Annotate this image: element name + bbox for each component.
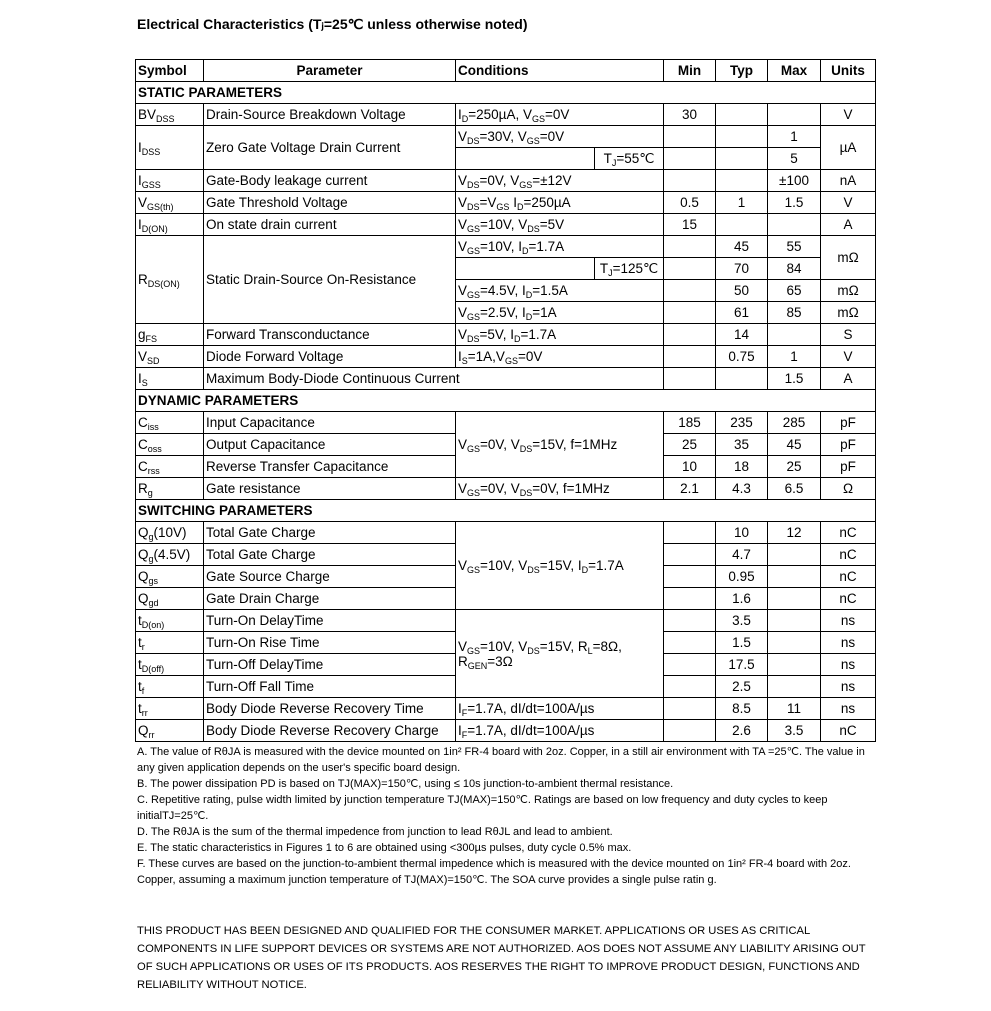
max: 85 (768, 302, 821, 324)
cond: $V_{DS}=30V$, $V_{GS}=0V$ (456, 126, 664, 148)
cond: $V_{GS}=2.5V$, $I_D=1A$ (456, 302, 664, 324)
cond: $I_D=250\mu A$, $V_{GS}=0V$ (456, 104, 664, 126)
symbol-qg10: $Q_g(10V)$ (136, 522, 204, 544)
units: A (821, 368, 876, 390)
cond: $V_{GS}=10V$, $V_{DS}=15V$, $R_L=8\Omega$, $R_{GEN}=3\Omega$ (456, 610, 664, 698)
page-title: Electrical Characteristics (Tⱼ=25℃ unless otherwise noted) (137, 16, 528, 32)
note-e: E. The static characteristics in Figures 1 to 6 are obtained using <300µs pulses, duty cycle 0.5% max. (137, 842, 632, 854)
table-row (136, 170, 876, 192)
units: V (821, 192, 876, 214)
param: Turn-On DelayTime (204, 610, 456, 632)
param: Total Gate Charge (204, 544, 456, 566)
typ: 35 (716, 434, 768, 456)
units: S (821, 324, 876, 346)
typ: 2.6 (716, 720, 768, 742)
symbol-tf: $t_f$ (136, 676, 204, 698)
param: Drain-Source Breakdown Voltage (204, 104, 456, 126)
param: Body Diode Reverse Recovery Charge (204, 720, 456, 742)
typ: 0.75 (716, 346, 768, 368)
units: ns (821, 632, 876, 654)
typ: 70 (716, 258, 768, 280)
max: 3.5 (768, 720, 821, 742)
units: mΩ (821, 302, 876, 324)
table-row (136, 412, 876, 434)
typ: 18 (716, 456, 768, 478)
cond-tj: $T_J=55℃$ (595, 148, 664, 170)
cond: $V_{DS}=V_{GS}$ $I_D=250\mu A$ (456, 192, 664, 214)
table-row (136, 192, 876, 214)
typ: 235 (716, 412, 768, 434)
cond: $V_{GS}=10V$, $V_{DS}=5V$ (456, 214, 664, 236)
units: nC (821, 566, 876, 588)
header-conditions: Conditions (456, 60, 664, 82)
table-row (136, 236, 876, 258)
symbol-idss: $I_{DSS}$ (136, 126, 204, 170)
cond: $V_{GS}=4.5V$, $I_D=1.5A$ (456, 280, 664, 302)
cond: $V_{GS}=0V$, $V_{DS}=0V$, f=1MHz (456, 478, 664, 500)
typ: 0.95 (716, 566, 768, 588)
units: pF (821, 434, 876, 456)
typ: 1.5 (716, 632, 768, 654)
table-row (136, 720, 876, 742)
section-static: STATIC PARAMETERS (136, 82, 876, 104)
symbol-qgd: $Q_{gd}$ (136, 588, 204, 610)
param: Static Drain-Source On-Resistance (204, 236, 456, 324)
typ: 17.5 (716, 654, 768, 676)
param: Diode Forward Voltage (204, 346, 456, 368)
units: nC (821, 544, 876, 566)
typ: 10 (716, 522, 768, 544)
symbol-gfs: $g_{FS}$ (136, 324, 204, 346)
param: Gate resistance (204, 478, 456, 500)
param: Gate Source Charge (204, 566, 456, 588)
table-row (136, 126, 876, 148)
note-f: F. These curves are based on the junction-to-ambient thermal impedence which is measured with the device mounted on 1in² FR-4 board with 2oz. Copper, assuming a maximum junction temperature of TJ(MAX)=150℃. The SOA curve provides a single pulse ratin g. (137, 858, 851, 886)
units: µA (821, 126, 876, 170)
units: nC (821, 720, 876, 742)
max: 1.5 (768, 192, 821, 214)
param: Body Diode Reverse Recovery Time (204, 698, 456, 720)
min: 0.5 (664, 192, 716, 214)
symbol-vsd: $V_{SD}$ (136, 346, 204, 368)
cond: $V_{GS}=10V$, $I_D=1.7A$ (456, 236, 664, 258)
max: 84 (768, 258, 821, 280)
param: Total Gate Charge (204, 522, 456, 544)
max: 11 (768, 698, 821, 720)
typ: 1.6 (716, 588, 768, 610)
header-symbol: Symbol (136, 60, 204, 82)
param: Forward Transconductance (204, 324, 456, 346)
param: Output Capacitance (204, 434, 456, 456)
table-row (136, 324, 876, 346)
section-switching: SWITCHING PARAMETERS (136, 500, 876, 522)
header-min: Min (664, 60, 716, 82)
cond: $V_{DS}=5V$, $I_D=1.7A$ (456, 324, 664, 346)
max: 25 (768, 456, 821, 478)
table-row (136, 368, 876, 390)
typ: 2.5 (716, 676, 768, 698)
param: Turn-Off DelayTime (204, 654, 456, 676)
min: 185 (664, 412, 716, 434)
typ: 50 (716, 280, 768, 302)
cond: $V_{GS}=10V$, $V_{DS}=15V$, $I_D=1.7A$ (456, 522, 664, 610)
units: pF (821, 412, 876, 434)
symbol-ciss: $C_{iss}$ (136, 412, 204, 434)
min: 10 (664, 456, 716, 478)
symbol-qg45: $Q_g(4.5V)$ (136, 544, 204, 566)
max: 12 (768, 522, 821, 544)
table-row (136, 698, 876, 720)
disclaimer: THIS PRODUCT HAS BEEN DESIGNED AND QUALIFIED FOR THE CONSUMER MARKET. APPLICATIONS OR USES AS CRITICAL COMPONENTS IN LIFE SUPPORT DEVICES OR SYSTEMS ARE NOT AUTHORIZED. AOS DOES NOT ASSUME ANY LIABILITY ARISING OUT OF SUCH APPLICATIONS OR USES OF ITS PRODUCTS. AOS RESERVES THE RIGHT TO IMPROVE PRODUCT DESIGN, FUNCTIONS AND RELIABILITY WITHOUT NOTICE. (137, 925, 866, 991)
symbol-rg: $R_g$ (136, 478, 204, 500)
cond: $V_{GS}=0V$, $V_{DS}=15V$, f=1MHz (456, 412, 664, 478)
param: Turn-Off Fall Time (204, 676, 456, 698)
max: 45 (768, 434, 821, 456)
typ: 4.7 (716, 544, 768, 566)
units: pF (821, 456, 876, 478)
max: 285 (768, 412, 821, 434)
symbol-coss: $C_{oss}$ (136, 434, 204, 456)
cond: $V_{DS}=0V$, $V_{GS}=\pm 12V$ (456, 170, 664, 192)
header-parameter: Parameter (204, 60, 456, 82)
param: Turn-On Rise Time (204, 632, 456, 654)
units: ns (821, 676, 876, 698)
header-units: Units (821, 60, 876, 82)
symbol-tr: $t_r$ (136, 632, 204, 654)
cond: $I_F=1.7A$, dI/dt=100A/µs (456, 720, 664, 742)
units: mΩ (821, 236, 876, 280)
symbol-qrr: $Q_{rr}$ (136, 720, 204, 742)
units: nA (821, 170, 876, 192)
symbol-trr: $t_{rr}$ (136, 698, 204, 720)
note-d: D. The RθJA is the sum of the thermal impedence from junction to lead RθJL and lead to ambient. (137, 826, 613, 838)
typ: 8.5 (716, 698, 768, 720)
max: 65 (768, 280, 821, 302)
min: 2.1 (664, 478, 716, 500)
param: Gate Threshold Voltage (204, 192, 456, 214)
max: ±100 (768, 170, 821, 192)
footnotes (137, 744, 877, 888)
max: 5 (768, 148, 821, 170)
table-row (136, 522, 876, 544)
cond-tj: $T_J=125℃$ (595, 258, 664, 280)
param: On state drain current (204, 214, 456, 236)
symbol-is: $I_S$ (136, 368, 204, 390)
units: ns (821, 610, 876, 632)
symbol-crss: $C_{rss}$ (136, 456, 204, 478)
typ: 3.5 (716, 610, 768, 632)
table-row (136, 346, 876, 368)
units: ns (821, 654, 876, 676)
units: A (821, 214, 876, 236)
param: Maximum Body-Diode Continuous Current (204, 368, 664, 390)
symbol-igss: $I_{GSS}$ (136, 170, 204, 192)
typ: 61 (716, 302, 768, 324)
max: 1 (768, 346, 821, 368)
units: mΩ (821, 280, 876, 302)
param: Gate-Body leakage current (204, 170, 456, 192)
table-row (136, 478, 876, 500)
table-row (136, 214, 876, 236)
symbol-bvdss: $BV_{DSS}$ (136, 104, 204, 126)
min: 15 (664, 214, 716, 236)
max: 1 (768, 126, 821, 148)
symbol-tdon: $t_{D(on)}$ (136, 610, 204, 632)
param: Gate Drain Charge (204, 588, 456, 610)
max: 55 (768, 236, 821, 258)
param: Input Capacitance (204, 412, 456, 434)
units: Ω (821, 478, 876, 500)
electrical-characteristics-table (135, 59, 876, 742)
units: ns (821, 698, 876, 720)
units: V (821, 104, 876, 126)
typ: 4.3 (716, 478, 768, 500)
header-max: Max (768, 60, 821, 82)
typ: 1 (716, 192, 768, 214)
symbol-qgs: $Q_{gs}$ (136, 566, 204, 588)
table-header-row (136, 60, 876, 82)
typ: 45 (716, 236, 768, 258)
min: 25 (664, 434, 716, 456)
table-row (136, 104, 876, 126)
max: 1.5 (768, 368, 821, 390)
symbol-idon: $I_{D(ON)}$ (136, 214, 204, 236)
param: Reverse Transfer Capacitance (204, 456, 456, 478)
typ: 14 (716, 324, 768, 346)
units: V (821, 346, 876, 368)
header-typ: Typ (716, 60, 768, 82)
note-b: B. The power dissipation PD is based on TJ(MAX)=150℃, using ≤ 10s junction-to-ambient thermal resistance. (137, 778, 674, 790)
min: 30 (664, 104, 716, 126)
symbol-vgsth: $V_{GS(th)}$ (136, 192, 204, 214)
units: nC (821, 588, 876, 610)
symbol-tdoff: $t_{D(off)}$ (136, 654, 204, 676)
cond: $I_S=1A,V_{GS}=0V$ (456, 346, 664, 368)
note-a: A. The value of RθJA is measured with the device mounted on 1in² FR-4 board with 2oz. Copper, in a still air environment with TA =25℃. The value in any given application depends on the user's specific board design. (137, 746, 865, 774)
symbol-rdson: $R_{DS(ON)}$ (136, 236, 204, 324)
section-dynamic: DYNAMIC PARAMETERS (136, 390, 876, 412)
table-row (136, 610, 876, 632)
param: Zero Gate Voltage Drain Current (204, 126, 456, 170)
cond: $I_F=1.7A$, dI/dt=100A/µs (456, 698, 664, 720)
max: 6.5 (768, 478, 821, 500)
units: nC (821, 522, 876, 544)
note-c: C. Repetitive rating, pulse width limited by junction temperature TJ(MAX)=150℃. Ratings are based on low frequency and duty cycles to keep initialTJ=25℃. (137, 794, 828, 822)
